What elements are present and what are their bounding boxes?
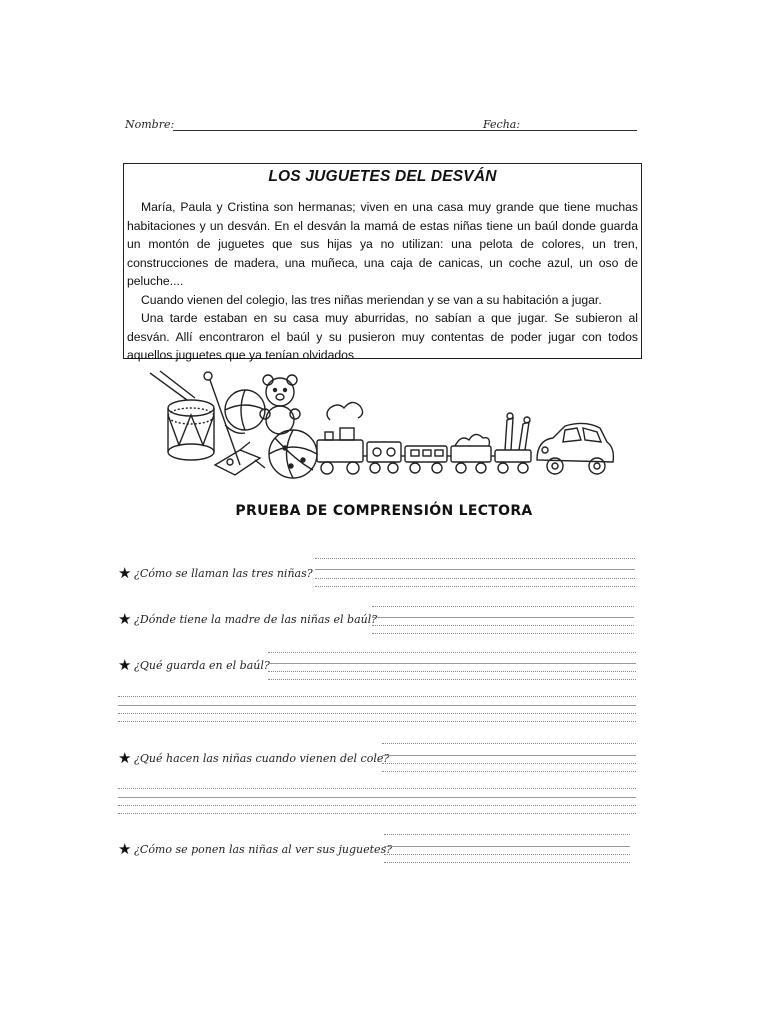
- answer-line[interactable]: [372, 617, 634, 618]
- answer-line[interactable]: [384, 854, 630, 855]
- answer-line[interactable]: [372, 633, 634, 634]
- story-text: [127, 198, 638, 365]
- answer-line[interactable]: [118, 805, 636, 806]
- answer-line[interactable]: [315, 578, 635, 579]
- answer-line[interactable]: [268, 652, 636, 653]
- date-label: Fecha:: [483, 118, 521, 131]
- story-title: LOS JUGUETES DEL DESVÁN: [268, 168, 497, 185]
- answer-line[interactable]: [118, 713, 636, 714]
- answer-line[interactable]: [268, 679, 636, 680]
- answer-line[interactable]: [118, 696, 636, 697]
- answer-line[interactable]: [382, 763, 636, 764]
- drum-icon: [150, 371, 214, 460]
- answer-line[interactable]: [384, 834, 630, 835]
- star-icon: ★: [118, 565, 132, 582]
- answer-line[interactable]: [382, 743, 636, 744]
- story-paragraph-2: Cuando vienen del colegio, las tres niñas meriendan y se van a su habitación a jugar.: [141, 292, 602, 307]
- answer-line[interactable]: [372, 606, 634, 607]
- train-icon: [317, 402, 531, 474]
- toy-car-icon: [537, 423, 613, 474]
- test-title: PRUEBA DE COMPRENSIÓN LECTORA: [235, 503, 533, 519]
- answer-line[interactable]: [118, 813, 636, 814]
- answer-line[interactable]: [315, 586, 635, 587]
- rocket-icon: [215, 442, 265, 475]
- answer-line[interactable]: [268, 671, 636, 672]
- star-icon: ★: [118, 657, 132, 674]
- answer-line[interactable]: [384, 862, 630, 863]
- question-2-text: ¿Dónde tiene la madre de las niñas el baúl?: [134, 613, 378, 626]
- beach-ball-icon: [269, 430, 317, 478]
- question-4-text: ¿Qué hacen las niñas cuando vienen del cole?: [134, 752, 390, 765]
- answer-line[interactable]: [384, 846, 630, 847]
- toys-illustration: [145, 370, 615, 485]
- name-label: Nombre:: [125, 118, 175, 131]
- answer-line[interactable]: [118, 721, 636, 722]
- teddy-bear-icon: [260, 375, 300, 434]
- answer-line[interactable]: [382, 755, 636, 756]
- story-box: [123, 163, 642, 362]
- pinwheel-icon: [225, 390, 265, 430]
- question-5-text: ¿Cómo se ponen las niñas al ver sus juguetes?: [134, 843, 393, 856]
- answer-line[interactable]: [118, 788, 636, 789]
- answer-line[interactable]: [315, 558, 635, 559]
- answer-line[interactable]: [268, 663, 636, 664]
- answer-line[interactable]: [118, 797, 636, 798]
- answer-line[interactable]: [372, 625, 634, 626]
- answer-line[interactable]: [382, 771, 636, 772]
- header-row: [125, 118, 637, 136]
- answer-line[interactable]: [118, 705, 636, 706]
- question-1-text: ¿Cómo se llaman las tres niñas?: [134, 567, 313, 580]
- star-icon: ★: [118, 750, 132, 767]
- question-3-text: ¿Qué guarda en el baúl?: [134, 659, 270, 672]
- story-paragraph-1: María, Paula y Cristina son hermanas; viven en una casa muy grande que tiene muchas habitaciones y un desván. En el desván la mamá de estas niñas tiene un baúl donde guarda un montón de juguetes que sus hijas ya no utilizan: una pelota de colores, un tren, construcciones de madera, una muñeca, una caja de canicas, un coche azul, un oso de peluche....: [127, 200, 638, 288]
- answer-line[interactable]: [315, 569, 635, 570]
- star-icon: ★: [118, 611, 132, 628]
- star-icon: ★: [118, 841, 132, 858]
- date-field-line[interactable]: [519, 130, 637, 131]
- story-paragraph-3: Una tarde estaban en su casa muy aburridas, no sabían a que jugar. Se subieron al desván. Allí encontraron el baúl y su pusieron muy contentas de poder jugar con todos aquellos juguetes que ya tenían olvidados: [127, 311, 638, 362]
